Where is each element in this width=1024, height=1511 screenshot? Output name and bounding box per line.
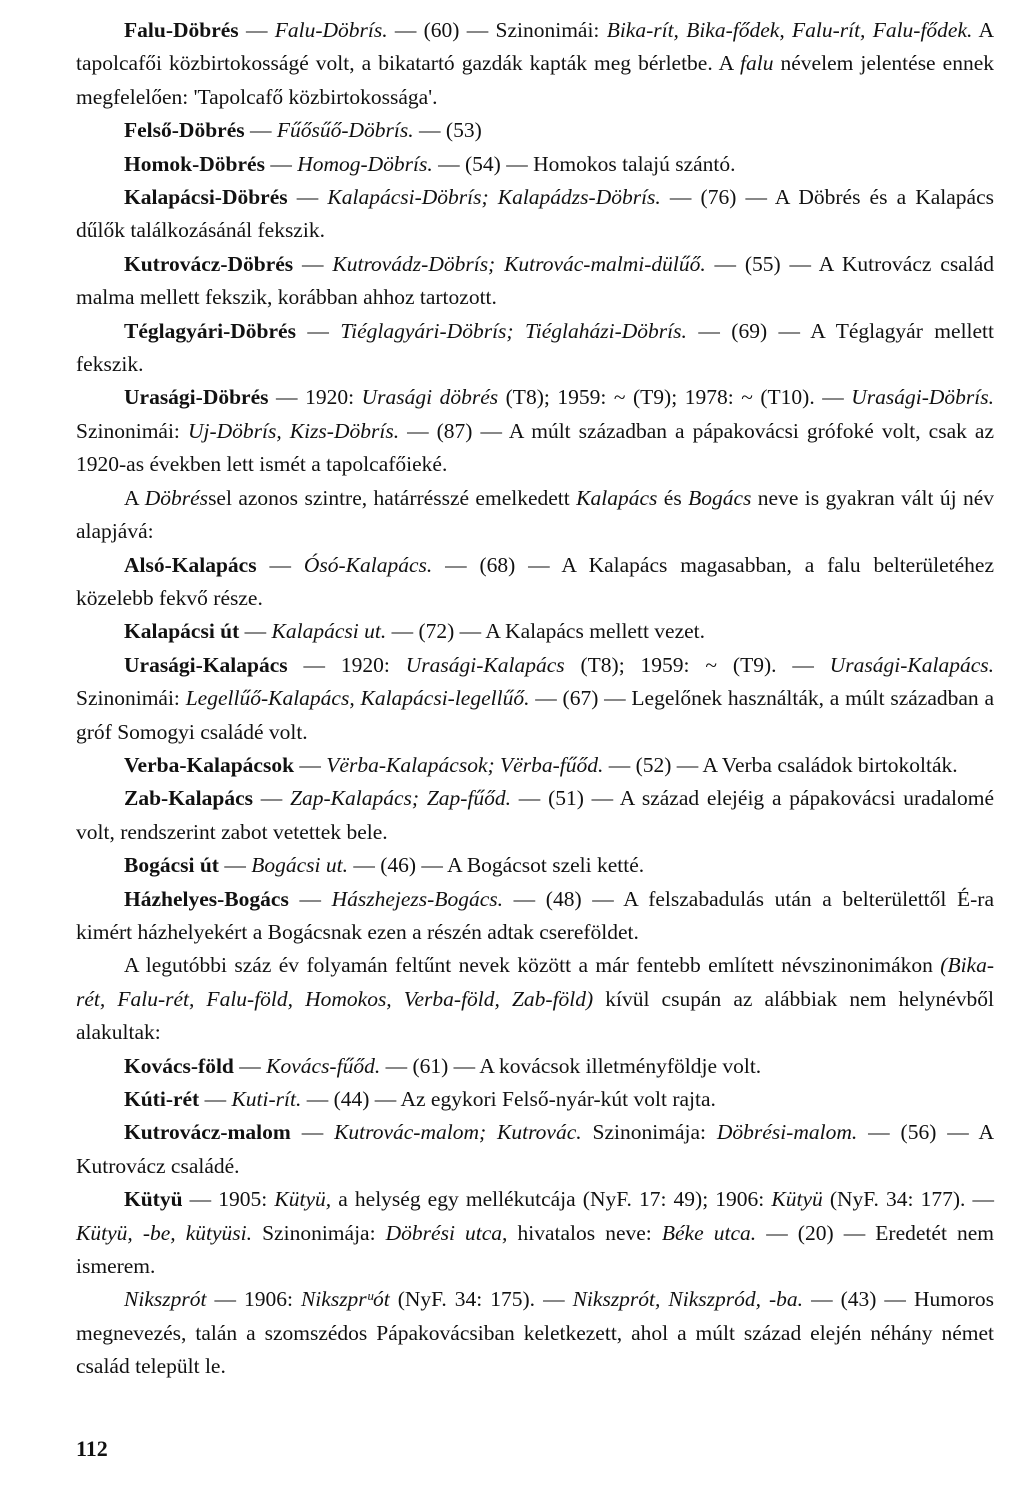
entry-paragraph xyxy=(76,782,994,849)
body-text xyxy=(76,14,994,1384)
italic-form: Nikszprᵘót xyxy=(300,1287,390,1312)
italic-form: Homog-Döbrís. xyxy=(297,151,433,176)
text-run: Szinonimája: xyxy=(252,1220,386,1245)
italic-form: Kütyü, xyxy=(274,1187,332,1212)
italic-form: Kütyü xyxy=(771,1187,823,1212)
italic-form: Nikszprót, Nikszpród, -ba. xyxy=(572,1287,804,1312)
text-run: — (60) — Szinonimái: xyxy=(387,18,607,42)
text-run: — (54) — Homokos talajú szántó. xyxy=(432,151,736,176)
headword: Homok-Döbrés xyxy=(124,151,265,176)
italic-form: Vërba-Kalapácsok; Vërba-fűőd. xyxy=(326,752,604,777)
entry-paragraph xyxy=(76,482,994,549)
headword: Zab-Kalapács xyxy=(124,786,254,811)
text-run: — xyxy=(233,1053,267,1078)
italic-form: Falu-Döbrís. xyxy=(274,18,388,42)
text-run: — (56) — A Kutrovácz családé. xyxy=(76,1120,994,1178)
headword: Urasági-Döbrés xyxy=(124,385,269,410)
text-run: — (55) — A Kutrovácz család malma mellett fekszik, korábban ahhoz tartozott. xyxy=(76,251,994,310)
italic-form: Urasági-Kalapács xyxy=(405,652,565,677)
text-run: — (87) — A múlt században a pápakovácsi grófoké volt, csak az 1920-as években lett ismét a tapolcafőieké. xyxy=(76,418,994,477)
text-run: — xyxy=(218,853,252,878)
italic-form: Zap-Kalapács; Zap-fűőd. xyxy=(290,786,512,811)
text-run: — xyxy=(288,886,332,911)
text-run: — (61) — A kovácsok illetményföldje volt. xyxy=(380,1053,762,1078)
headword: Kütyü xyxy=(124,1187,183,1212)
text-run: (NyF. 34: 177). — xyxy=(822,1187,994,1212)
text-run: Szinonimája: xyxy=(581,1120,717,1145)
entry-paragraph xyxy=(76,1183,994,1283)
italic-form: Kalapácsi-Döbrís; Kalapádzs-Döbrís. xyxy=(327,185,661,210)
text-run: — (48) — A felszabadulás után a belterülettől É-ra kimért házhelyekért a Bogácsnak ezen a részén adtak csereföldet. xyxy=(76,886,995,944)
italic-form: Legellűő-Kalapács, Kalapácsi-legellűő. xyxy=(185,686,530,711)
entry-paragraph xyxy=(76,1083,994,1116)
entry-paragraph xyxy=(76,883,994,950)
headword: Téglagyári-Döbrés xyxy=(124,318,296,343)
text-run: és xyxy=(657,485,689,510)
italic-form: Urasági-Döbrís. xyxy=(851,385,995,410)
italic-form: Kutrovádz-Döbrís; Kutrovác-malmi-dülűő. xyxy=(332,251,706,276)
italic-form: Kalapácsi ut. xyxy=(271,619,387,644)
entry-paragraph xyxy=(76,114,994,147)
entry-paragraph xyxy=(76,849,994,882)
headword: Alsó-Kalapács xyxy=(124,552,257,577)
text-run: hivatalos neve: xyxy=(507,1220,662,1245)
text-run: A legutóbbi száz év folyamán feltűnt nevek között a már fentebb említett névszinonimákon xyxy=(124,953,941,978)
entry-paragraph xyxy=(76,381,994,481)
headword: Kutrovácz-Döbrés xyxy=(124,251,294,276)
text-run: — (69) — A Téglagyár mellett fekszik. xyxy=(76,318,994,377)
text-run: neve is gyakran vált új név alapjává: xyxy=(76,485,994,544)
headword: Bogácsi út xyxy=(124,853,219,878)
italic-form: Bogács xyxy=(688,485,752,510)
italic-form: Hászhejezs-Bogács. xyxy=(331,886,503,911)
text-run: — xyxy=(253,786,291,811)
entry-paragraph xyxy=(76,1283,994,1383)
entry-paragraph xyxy=(76,248,994,315)
text-run: — (20) — Eredetét nem ismerem. xyxy=(76,1220,995,1279)
italic-form: Döbrés xyxy=(144,485,209,510)
text-run: sel azonos szintre, határrésszé emelkedett xyxy=(208,485,577,510)
text-run: — 1905: xyxy=(182,1187,275,1212)
text-run: kívül csupán az alábbiak nem helynévből alakultak: xyxy=(76,986,995,1045)
entry-paragraph xyxy=(76,615,994,648)
italic-form: Döbrési-malom. xyxy=(716,1120,858,1145)
text-run: — (43) — Humoros megnevezés, talán a szomszédos Pápakovácsiban keletkezett, ahol a múlt század elején néhány német család települt le. xyxy=(76,1287,994,1379)
text-run: — (76) — A Döbrés és a Kalapács dűlők találkozásánál fekszik. xyxy=(76,185,995,243)
text-run: — (46) — A Bogácsot szeli ketté. xyxy=(347,853,645,878)
headword: Kutrovácz-malom xyxy=(124,1120,291,1145)
entry-paragraph xyxy=(76,1116,994,1183)
text-run: — xyxy=(239,619,272,644)
text-run: A xyxy=(124,485,145,510)
text-run: — xyxy=(256,552,304,577)
italic-form: Fűősűő-Döbrís. xyxy=(276,118,414,143)
italic-form: Ósó-Kalapács. xyxy=(303,552,433,577)
text-run: — (67) — Legelőnek használták, a múlt században a gróf Somogyi családé volt. xyxy=(76,686,994,744)
italic-form: Döbrési utca, xyxy=(385,1220,508,1245)
text-run: névelem jelentése ennek megfelelően: 'Tapolcafő közbirtokossága'. xyxy=(76,51,994,109)
headword: Kovács-föld xyxy=(124,1053,234,1078)
italic-form: Kalapács xyxy=(576,485,658,510)
headword: Falu-Döbrés xyxy=(124,18,239,42)
italic-form: falu xyxy=(740,51,774,76)
entry-paragraph xyxy=(76,749,994,782)
entry-paragraph xyxy=(76,649,994,749)
text-run: A tapolcafői közbirtokosságé volt, a bikatartó gazdák kapták meg bérletbe. A xyxy=(76,18,995,76)
text-run: (NyF. 34: 175). — xyxy=(389,1287,573,1312)
italic-form: Nikszprót xyxy=(124,1287,207,1312)
italic-form: Bogácsi ut. xyxy=(251,853,348,878)
entry-paragraph xyxy=(76,14,994,114)
headword: Kalapácsi út xyxy=(124,619,240,644)
italic-form: Urasági-Kalapács. xyxy=(829,652,994,677)
text-run: — xyxy=(199,1087,232,1111)
italic-form: (Bika-rét, Falu-rét, Falu-föld, Homokos, Verba-föld, Zab-föld) xyxy=(76,953,994,1011)
italic-form: Tiéglagyári-Döbrís; Tiéglaházi-Döbrís. xyxy=(340,318,687,343)
entry-paragraph xyxy=(76,549,994,616)
text-run: — xyxy=(295,318,341,343)
text-run: (T8); 1959: ~ (T9); 1978: ~ (T10). — xyxy=(498,385,852,410)
headword: Felső-Döbrés xyxy=(124,118,245,143)
text-run: — 1920: xyxy=(268,385,362,410)
italic-form: Bika-rít, Bika-fődek, Falu-rít, Falu-fődek. xyxy=(606,18,973,42)
text-run: — (68) — A Kalapács magasabban, a falu belterületéhez közelebb fekvő része. xyxy=(76,552,994,610)
italic-form: Béke utca. xyxy=(661,1220,757,1245)
text-run: a helység egy mellékutcája (NyF. 17: 49); 1906: xyxy=(331,1187,772,1212)
text-run: — xyxy=(294,752,327,777)
text-run: Szinonimái: xyxy=(76,686,186,711)
italic-form: Kuti-rít. xyxy=(231,1087,302,1111)
text-run: — xyxy=(264,151,298,176)
text-run: — (52) — A Verba családok birtokolták. xyxy=(603,752,958,777)
entry-paragraph xyxy=(76,949,994,1049)
text-run: — xyxy=(238,18,275,42)
entry-paragraph xyxy=(76,181,994,248)
headword: Kalapácsi-Döbrés xyxy=(124,185,288,210)
text-run: — (44) — Az egykori Felső-nyár-kút volt rajta. xyxy=(301,1087,716,1111)
text-run: — (53) xyxy=(413,118,482,143)
entry-paragraph xyxy=(76,148,994,181)
text-run: — xyxy=(293,251,333,276)
text-run: — 1920: xyxy=(287,652,406,677)
text-run: — (51) — A század elejéig a pápakovácsi uradalomé volt, rendszerint zabot vetettek bele. xyxy=(76,786,995,844)
text-run: (T8); 1959: ~ (T9). — xyxy=(564,652,830,677)
entry-paragraph xyxy=(76,315,994,382)
italic-form: Kutrovác-malom; Kutrovác. xyxy=(334,1120,582,1145)
text-run: — xyxy=(287,185,328,210)
headword: Kúti-rét xyxy=(124,1087,200,1111)
headword: Urasági-Kalapács xyxy=(124,652,288,677)
page-number: 112 xyxy=(76,1436,108,1461)
text-run: Szinonimái: xyxy=(76,418,188,443)
text-run: — 1906: xyxy=(206,1287,301,1312)
text-run: — (72) — A Kalapács mellett vezet. xyxy=(386,619,706,644)
headword: Verba-Kalapácsok xyxy=(124,752,295,777)
italic-form: Uj-Döbrís, Kizs-Döbrís. xyxy=(187,418,400,443)
italic-form: Urasági döbrés xyxy=(361,385,499,410)
text-run: — xyxy=(244,118,277,143)
entry-paragraph xyxy=(76,1050,994,1083)
headword: Házhelyes-Bogács xyxy=(124,886,289,911)
italic-form: Kovács-fűőd. xyxy=(266,1053,381,1078)
text-run: — xyxy=(290,1120,335,1145)
italic-form: Kütyü, -be, kütyüsi. xyxy=(76,1220,253,1245)
